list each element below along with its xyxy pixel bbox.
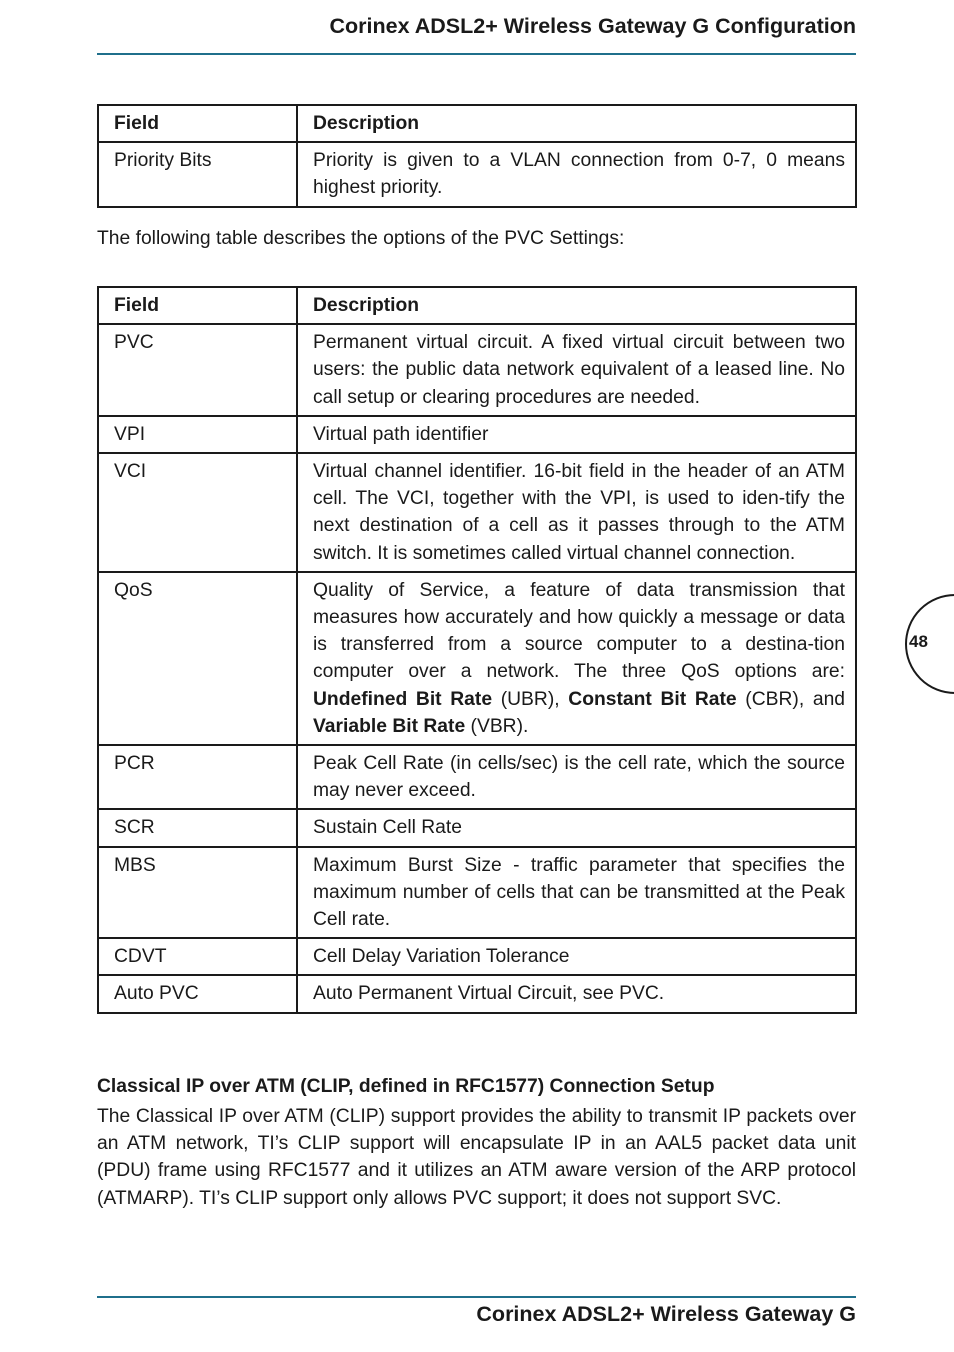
- pvc-settings-table: [97, 286, 857, 1014]
- table-row: [98, 938, 856, 975]
- qos-option-cbr: Constant Bit Rate: [568, 688, 737, 710]
- description-cell: Sustain Cell Rate: [297, 809, 856, 846]
- field-cell: CDVT: [98, 938, 297, 975]
- description-cell: Virtual path identifier: [297, 416, 856, 453]
- qos-option-vbr-abbr: (VBR).: [470, 715, 529, 737]
- column-header-field: Field: [98, 287, 297, 324]
- description-cell: Maximum Burst Size - traffic parameter that specifies the maximum number of cells that can be transmitted at the Peak Cell rate.: [297, 847, 856, 939]
- table-row: [98, 809, 856, 846]
- qos-option-ubr-abbr: (UBR),: [500, 688, 560, 710]
- description-cell: Auto Permanent Virtual Circuit, see PVC.: [297, 975, 856, 1012]
- column-header-field: Field: [98, 105, 297, 142]
- table-row: [98, 453, 856, 572]
- table-header-row: [98, 105, 856, 142]
- table-row: [98, 142, 856, 206]
- table-row: [98, 847, 856, 939]
- description-cell: Peak Cell Rate (in cells/sec) is the cell rate, which the source may never exceed.: [297, 745, 856, 809]
- field-cell: PCR: [98, 745, 297, 809]
- description-cell: Priority is given to a VLAN connection from 0-7, 0 means highest priority.: [297, 142, 856, 206]
- description-cell: Virtual channel identifier. 16-bit field in the header of an ATM cell. The VCI, together with the VPI, is used to iden-tify the next destination of a cell as it passes through to the ATM switch. It is sometimes called virtual channel connection.: [297, 453, 856, 572]
- field-cell: VPI: [98, 416, 297, 453]
- header-rule: [97, 53, 856, 55]
- field-cell: MBS: [98, 847, 297, 939]
- qos-conjunction: and: [812, 688, 846, 710]
- field-cell: QoS: [98, 572, 297, 745]
- table-row: [98, 975, 856, 1012]
- qos-option-cbr-abbr: (CBR),: [745, 688, 805, 710]
- page-header-title: Corinex ADSL2+ Wireless Gateway G Configuration: [329, 14, 856, 38]
- table-row: [98, 745, 856, 809]
- qos-option-vbr: Variable Bit Rate: [313, 715, 466, 737]
- field-cell: Priority Bits: [98, 142, 297, 206]
- table-row: [98, 416, 856, 453]
- page-footer-title: Corinex ADSL2+ Wireless Gateway G: [476, 1302, 856, 1326]
- section-body: The Classical IP over ATM (CLIP) support provides the ability to transmit IP packets over an ATM network, TI’s CLIP support will encapsulate IP in an AAL5 packet data unit (PDU) frame using RFC1577 and it utilizes an ATM aware version of the ARP protocol (ATMARP). TI’s CLIP support only allows PVC support; it does not support SVC.: [97, 1106, 856, 1209]
- footer-rule: [97, 1296, 856, 1298]
- table-row: [98, 572, 856, 745]
- vlan-field-table: [97, 104, 857, 208]
- description-cell: Cell Delay Variation Tolerance: [297, 938, 856, 975]
- description-cell: Permanent virtual circuit. A fixed virtual circuit between two users: the public data network equivalent of a leased line. No call setup or clearing procedures are needed.: [297, 324, 856, 416]
- column-header-description: Description: [297, 287, 856, 324]
- section-heading: Classical IP over ATM (CLIP, defined in RFC1577) Connection Setup: [97, 1076, 715, 1097]
- field-cell: Auto PVC: [98, 975, 297, 1012]
- column-header-description: Description: [297, 105, 856, 142]
- description-cell: [297, 572, 856, 745]
- page-number: 48: [909, 632, 928, 651]
- field-cell: VCI: [98, 453, 297, 572]
- pvc-intro-text: The following table describes the options of the PVC Settings:: [97, 228, 625, 249]
- qos-option-ubr: Undefined Bit Rate: [313, 688, 493, 710]
- qos-description-intro: Quality of Service, a feature of data transmission that measures how accurately and how quickly a message or data is transferred from a source computer to a destina-tion computer over a network. The three QoS options are:: [313, 579, 845, 683]
- field-cell: PVC: [98, 324, 297, 416]
- field-cell: SCR: [98, 809, 297, 846]
- table-row: [98, 324, 856, 416]
- table-header-row: [98, 287, 856, 324]
